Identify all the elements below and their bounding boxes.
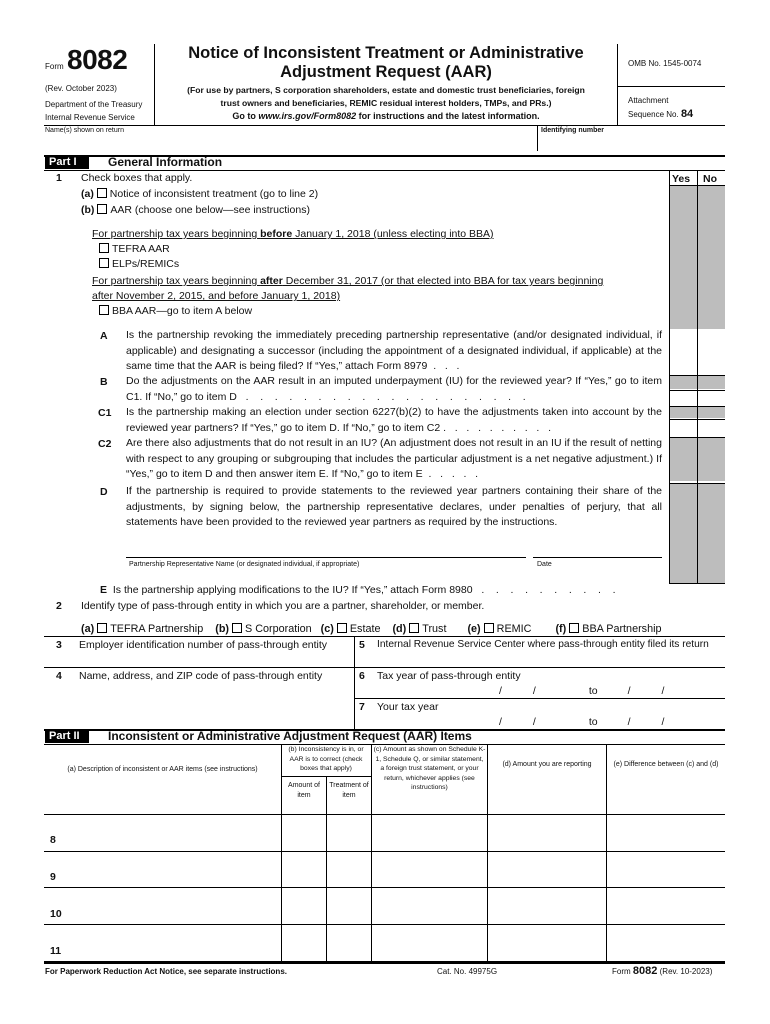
line-3-number: 3 xyxy=(56,639,62,651)
names-field[interactable] xyxy=(45,135,535,150)
s-corporation-checkbox[interactable] xyxy=(232,623,242,633)
rep-name-label: Partnership Representative Name (or designated individual, if appropriate) xyxy=(129,561,360,568)
entity-address-field[interactable] xyxy=(60,684,350,728)
revision-date: (Rev. October 2023) xyxy=(45,84,117,93)
estate-checkbox[interactable] xyxy=(337,623,347,633)
item-c1-label: C1 xyxy=(98,407,112,419)
bba-aar-checkbox[interactable] xyxy=(99,305,109,315)
row-8-description[interactable] xyxy=(62,815,280,850)
item-d-text: If the partnership is required to provide statements to the reviewed year partners containing their share of the adjustments, by signing below, the partnership representative declares, under penalties of perjury, that all statements have been provided to the reviewed year partners as required by the instructions. xyxy=(126,485,662,528)
row-number: 9 xyxy=(50,871,56,883)
elps-remics-checkbox[interactable] xyxy=(99,258,109,268)
line-1-text: Check boxes that apply. xyxy=(81,172,193,184)
instructions-link[interactable]: Go to www.irs.gov/Form8082 for instructions and the latest information. xyxy=(232,111,540,121)
id-number-field[interactable] xyxy=(541,135,723,150)
line-4-number: 4 xyxy=(56,670,62,682)
item-b-label: B xyxy=(100,376,108,388)
tefra-partnership-checkbox[interactable] xyxy=(97,623,107,633)
col-d-header: (d) Amount you are reporting xyxy=(502,761,592,768)
entity-type-options: (a) TEFRA Partnership (b) S Corporation (c) Estate (d) Trust (e) REMIC (f) BBA Partnership xyxy=(81,623,662,635)
row-number: 10 xyxy=(50,908,62,920)
tefra-aar-checkbox[interactable] xyxy=(99,243,109,253)
line-2-number: 2 xyxy=(56,600,62,612)
item-a-text: Is the partnership revoking the immediately preceding partnership representative (and/or designated individual, if applicable) and designating a successor (including the appointment of a designated individual, if applicable) at the same time that the AAR is being filed? If “Yes,” attach Form 8979 . . . xyxy=(126,329,662,372)
part1-title: General Information xyxy=(108,155,223,169)
line-7-number: 7 xyxy=(359,701,365,713)
elps-remics-option[interactable]: ELPs/REMICs xyxy=(99,258,179,270)
col-b2-header: Treatment of item xyxy=(329,782,369,799)
line-4-text: Name, address, and ZIP code of pass-through entity xyxy=(79,670,323,682)
bba-partnership-checkbox[interactable] xyxy=(569,623,579,633)
line-3-text: Employer identification number of pass-through entity xyxy=(79,639,328,651)
line-7-text: Your tax year xyxy=(377,701,439,713)
part1-tag: Part I xyxy=(45,156,89,169)
inconsistent-treatment-checkbox[interactable] xyxy=(97,188,107,198)
yes-header: Yes xyxy=(672,173,691,185)
trust-checkbox[interactable] xyxy=(409,623,419,633)
omb-number: OMB No. 1545-0074 xyxy=(628,59,702,68)
row-9-description[interactable] xyxy=(62,852,280,886)
bba-aar-option[interactable]: BBA AAR—go to item A below xyxy=(99,305,252,317)
before-2018-heading: For partnership tax years beginning before January 1, 2018 (unless electing into BBA) xyxy=(92,228,494,240)
item-c2-label: C2 xyxy=(98,438,112,450)
row-number: 8 xyxy=(50,834,56,846)
rep-signature-field[interactable] xyxy=(126,538,526,556)
item-a-label: A xyxy=(100,330,108,342)
after-2017-heading: For partnership tax years beginning after December 31, 2017 (or that elected into BBA for tax years beginning xyxy=(92,275,604,287)
irs-center-field[interactable] xyxy=(360,651,722,666)
form-number: 8082 xyxy=(67,44,128,75)
col-c-header: (c) Amount as shown on Schedule K-1, Schedule Q, or similar statement, a foreign trust statement, or your return, whichever applies (see instructions) xyxy=(373,746,486,791)
names-label: Name(s) shown on return xyxy=(45,127,124,134)
after-2017-heading-cont: after November 2, 2015, and before January 1, 2018) xyxy=(92,290,341,302)
catalog-number: Cat. No. 49975G xyxy=(437,967,498,976)
part2-title: Inconsistent or Administrative Adjustment Request (AAR) Items xyxy=(108,729,472,743)
col-b-header: (b) Inconsistency is in, or AAR is to correct (check boxes that apply) xyxy=(288,746,364,772)
item-e: E Is the partnership applying modifications to the IU? If “Yes,” attach Form 8980 . . . . . . . . . . xyxy=(100,584,616,596)
line-1a[interactable]: (a) Notice of inconsistent treatment (go to line 2) xyxy=(81,188,319,200)
row-11-description[interactable] xyxy=(62,925,280,960)
col-a-header: (a) Description of inconsistent or AAR items (see instructions) xyxy=(67,766,258,773)
your-tax-year-range[interactable]: / / to / / xyxy=(499,716,665,728)
department: Department of the Treasury xyxy=(45,100,143,109)
line-5-text: Internal Revenue Service Center where pass-through entity filed its return xyxy=(377,639,709,650)
line-5-number: 5 xyxy=(359,639,365,651)
ein-field[interactable] xyxy=(60,651,350,666)
form-label: Form xyxy=(45,62,64,71)
line-2-text: Identify type of pass-through entity in which you are a partner, shareholder, or member. xyxy=(81,600,485,612)
item-d-label: D xyxy=(100,486,108,498)
form-title: Notice of Inconsistent Treatment or Administrative Adjustment Request (AAR) xyxy=(188,44,584,81)
line-6-text: Tax year of pass-through entity xyxy=(377,670,521,682)
entity-tax-year-range[interactable]: / / to / / xyxy=(499,685,665,697)
line-1b[interactable]: (b) AAR (choose one below—see instructions) xyxy=(81,204,310,216)
date-label: Date xyxy=(537,561,552,568)
no-header: No xyxy=(703,173,717,185)
col-e-header: (e) Difference between (c) and (d) xyxy=(613,761,719,768)
attachment-label: Attachment xyxy=(628,96,669,105)
rep-date-field[interactable] xyxy=(533,538,662,556)
item-c2-text: Are there also adjustments that do not result in an IU? (An adjustment does not result in an IU if the result of netting with respect to any grouping or subgrouping that includes the particular adjustment is a net negative adjustment.) If “Yes,” go to item D and then answer item E. If “No,” go to item E . . . . . xyxy=(126,437,662,480)
footer-form-id: Form 8082 (Rev. 10-2023) xyxy=(612,965,713,977)
col-b1-header: Amount of item xyxy=(288,782,320,799)
agency: Internal Revenue Service xyxy=(45,113,135,122)
line-1-number: 1 xyxy=(56,172,62,184)
paperwork-notice: For Paperwork Reduction Act Notice, see separate instructions. xyxy=(45,967,287,976)
line-6-number: 6 xyxy=(359,670,365,682)
sequence-label: Sequence No. 84 xyxy=(628,108,694,120)
aar-checkbox[interactable] xyxy=(97,204,107,214)
remic-checkbox[interactable] xyxy=(484,623,494,633)
part2-tag: Part II xyxy=(45,730,89,743)
id-number-label: Identifying number xyxy=(541,127,604,134)
row-10-description[interactable] xyxy=(62,888,280,923)
item-c1-text: Is the partnership making an election under section 6227(b)(2) to have the adjustments taken into account by the reviewed year partners? If “Yes,” go to item D. If “No,” go to item C2 . . . . . . . . . . xyxy=(126,406,662,434)
tefra-aar-option[interactable]: TEFRA AAR xyxy=(99,243,170,255)
row-number: 11 xyxy=(50,945,62,957)
item-b-text: Do the adjustments on the AAR result in an imputed underpayment (IU) for the reviewed year? If “Yes,” go to item C1. If “No,” go to item D . . . . . . . . . . . . . . . . . . . . xyxy=(126,375,662,403)
form-subtitle: (For use by partners, S corporation shareholders, estate and domestic trust beneficiaries, foreign trust owners and beneficiaries, REMIC residual interest holders, TMPs, and PRs.) xyxy=(187,85,585,108)
